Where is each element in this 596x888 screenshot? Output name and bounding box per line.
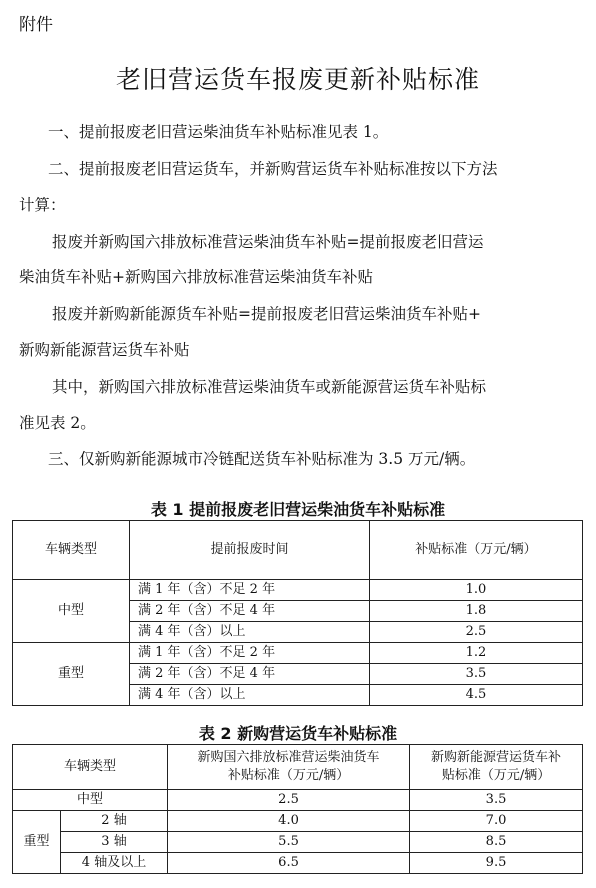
table-2 bbox=[12, 744, 583, 874]
table-2-axle-cell: 3 轴 bbox=[61, 832, 168, 853]
table-2-axle-cell: 2 轴 bbox=[61, 811, 168, 832]
table-2-header-type: 车辆类型 bbox=[13, 745, 168, 790]
table-2-ev-cell: 3.5 bbox=[410, 790, 583, 811]
paragraph-3-line-1: 报废并新购国六排放标准营运柴油货车补贴=提前报废老旧营运 bbox=[52, 233, 484, 251]
table-1-type-heavy: 重型 bbox=[13, 643, 130, 706]
table-row bbox=[13, 811, 583, 832]
table-1-header-subsidy: 补贴标准（万元/辆） bbox=[370, 521, 583, 580]
table-1-time-cell: 满 2 年（含）不足 4 年 bbox=[130, 664, 370, 685]
paragraph-5-line-1: 其中，新购国六排放标准营运柴油货车或新能源营运货车补贴标 bbox=[52, 378, 487, 396]
table-2-ev-cell: 7.0 bbox=[410, 811, 583, 832]
table-2-header-ev-line-2: 贴标准（万元/辆） bbox=[441, 768, 551, 783]
table-2-type-medium: 中型 bbox=[13, 790, 168, 811]
table-2-diesel-cell: 6.5 bbox=[168, 853, 410, 874]
paragraph-4-line-1: 报废并新购新能源货车补贴=提前报废老旧营运柴油货车补贴+ bbox=[52, 305, 481, 323]
table-2-header-diesel bbox=[168, 745, 410, 790]
paragraph-4-line-2: 新购新能源营运货车补贴 bbox=[19, 341, 190, 359]
table-row bbox=[13, 580, 583, 601]
table-1-time-cell: 满 4 年（含）以上 bbox=[130, 685, 370, 706]
table-1-time-cell: 满 1 年（含）不足 2 年 bbox=[130, 643, 370, 664]
table-1-title: 表 1 提前报废老旧营运柴油货车补贴标准 bbox=[150, 500, 446, 519]
table-1-value-cell: 1.0 bbox=[370, 580, 583, 601]
table-2-header-diesel-line-1: 新购国六排放标准营运柴油货车 bbox=[197, 750, 380, 765]
table-1-time-cell: 满 1 年（含）不足 2 年 bbox=[130, 580, 370, 601]
table-1-value-cell: 4.5 bbox=[370, 685, 583, 706]
paragraph-2-line-2: 计算： bbox=[19, 196, 66, 214]
table-2-header-ev-line-1: 新购新能源营运货车补 bbox=[431, 750, 562, 765]
document-title: 老旧营运货车报废更新补贴标准 bbox=[115, 65, 480, 94]
table-2-header-diesel-line-2: 补贴标准（万元/辆） bbox=[227, 768, 350, 783]
table-2-type-heavy: 重型 bbox=[13, 811, 61, 874]
paragraph-6: 三、仅新购新能源城市冷链配送货车补贴标准为 3.5 万元/辆。 bbox=[48, 450, 476, 468]
table-row bbox=[13, 643, 583, 664]
table-2-header-ev bbox=[410, 745, 583, 790]
table-2-diesel-cell: 2.5 bbox=[168, 790, 410, 811]
table-1-header-time: 提前报废时间 bbox=[130, 521, 370, 580]
table-row bbox=[13, 853, 583, 874]
table-2-diesel-cell: 5.5 bbox=[168, 832, 410, 853]
paragraph-3-line-2: 柴油货车补贴+新购国六排放标准营运柴油货车补贴 bbox=[19, 268, 373, 286]
table-row bbox=[13, 790, 583, 811]
table-1-value-cell: 2.5 bbox=[370, 622, 583, 643]
table-row bbox=[13, 832, 583, 853]
paragraph-5-line-2: 准见表 2。 bbox=[19, 414, 96, 432]
table-2-axle-cell: 4 轴及以上 bbox=[61, 853, 168, 874]
table-2-header-row bbox=[13, 745, 583, 790]
table-1-value-cell: 1.8 bbox=[370, 601, 583, 622]
table-1-header-type: 车辆类型 bbox=[13, 521, 130, 580]
paragraph-2-line-1: 二、提前报废老旧营运货车，并新购营运货车补贴标准按以下方法 bbox=[48, 160, 498, 178]
table-2-ev-cell: 9.5 bbox=[410, 853, 583, 874]
table-1-header-row bbox=[13, 521, 583, 580]
table-1-value-cell: 1.2 bbox=[370, 643, 583, 664]
table-1-value-cell: 3.5 bbox=[370, 664, 583, 685]
attachment-label: 附件 bbox=[19, 15, 53, 35]
table-2-ev-cell: 8.5 bbox=[410, 832, 583, 853]
table-1-time-cell: 满 4 年（含）以上 bbox=[130, 622, 370, 643]
table-2-diesel-cell: 4.0 bbox=[168, 811, 410, 832]
table-1 bbox=[12, 520, 583, 706]
table-1-time-cell: 满 2 年（含）不足 4 年 bbox=[130, 601, 370, 622]
table-2-title: 表 2 新购营运货车补贴标准 bbox=[198, 724, 398, 743]
paragraph-1: 一、提前报废老旧营运柴油货车补贴标准见表 1。 bbox=[48, 123, 389, 141]
table-1-type-medium: 中型 bbox=[13, 580, 130, 643]
